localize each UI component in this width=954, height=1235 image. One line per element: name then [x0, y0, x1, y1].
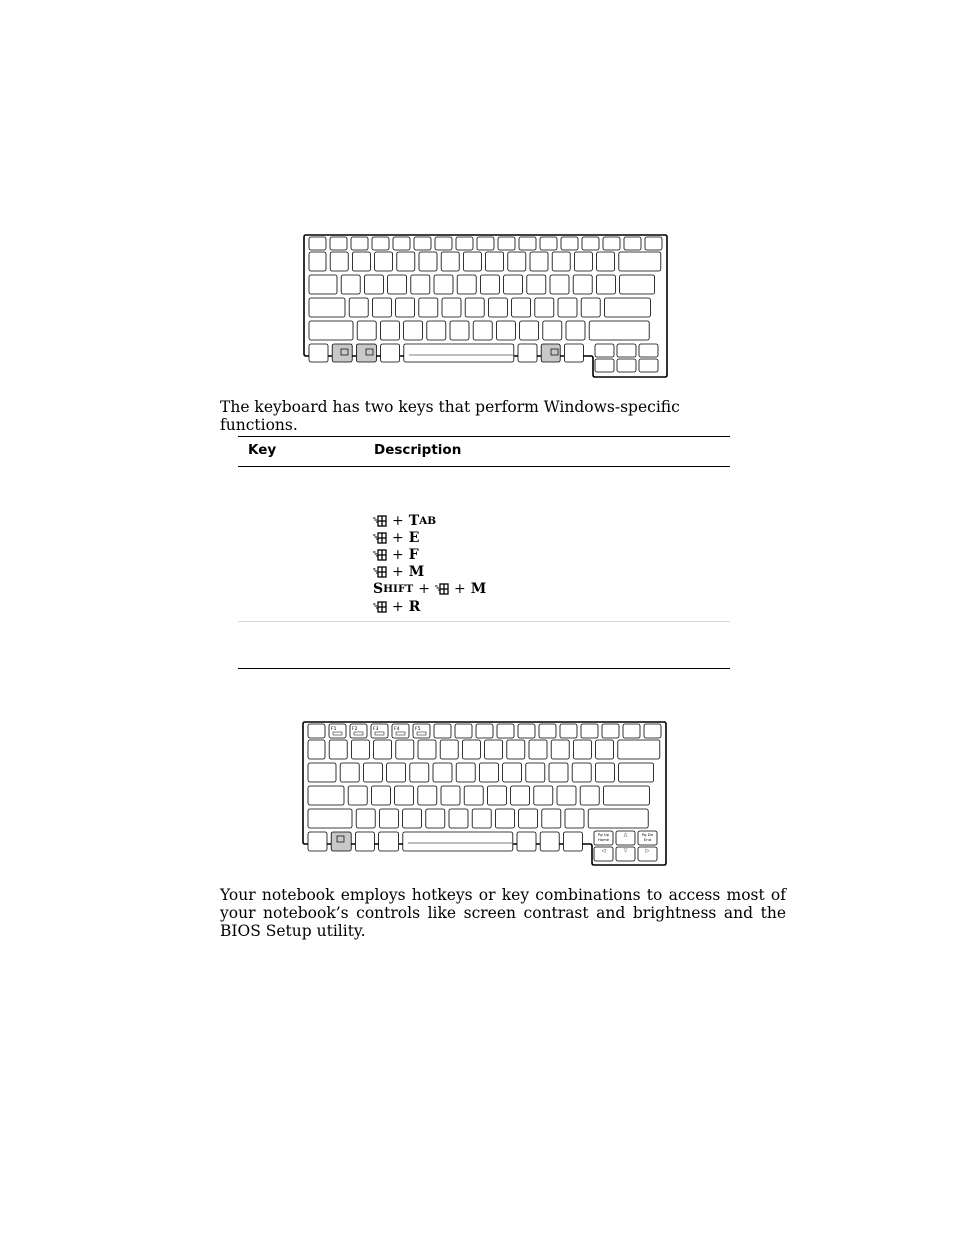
- fkey-label: F3: [373, 727, 379, 732]
- kb2-number-row-7: [462, 740, 480, 759]
- kb2-qwerty-row-9: [526, 763, 545, 782]
- kb1-fn-row-1: [330, 237, 347, 250]
- space-bar: [404, 344, 514, 362]
- kb1-home-row-7: [488, 298, 507, 317]
- kb1-home-row-8: [512, 298, 531, 317]
- kb1-fn-row-11: [540, 237, 557, 250]
- kb2-qwerty-row-7: [479, 763, 498, 782]
- kb2-qwerty-row-4: [410, 763, 429, 782]
- kb2-qwerty-row-12: [595, 763, 614, 782]
- kb2-shift-row-2: [379, 809, 398, 828]
- kb1-qwerty-row-12: [596, 275, 615, 294]
- kb2-fn-key-14: [602, 724, 619, 738]
- kb2-shift-row-8: [519, 809, 538, 828]
- application-key: [540, 832, 559, 851]
- kb1-fn-row-8: [477, 237, 494, 250]
- table-header-key: Key: [248, 442, 277, 458]
- kb2-fn-key-16: [644, 724, 661, 738]
- kb1-shift-row-8: [520, 321, 539, 340]
- down-arrow-key-label: ▽: [623, 848, 628, 854]
- kb2-qwerty-row-5: [433, 763, 452, 782]
- kb2-shift-row-1: [356, 809, 375, 828]
- kb1-qwerty-row-0: [309, 275, 337, 294]
- kb1-qwerty-row-8: [504, 275, 523, 294]
- kb1-qwerty-row-7: [480, 275, 499, 294]
- kb2-qwerty-row-3: [387, 763, 406, 782]
- ctrl-right-key: [563, 832, 582, 851]
- kb2-qwerty-row-2: [363, 763, 382, 782]
- kb1-home-row-0: [309, 298, 345, 317]
- kb1-shift-row-6: [473, 321, 492, 340]
- kb2-shift-row-6: [472, 809, 491, 828]
- kb2-home-row-2: [371, 786, 390, 805]
- kb1-shift-row-2: [380, 321, 399, 340]
- kb2-number-row-12: [573, 740, 591, 759]
- hotkeys-paragraph: Your notebook employs hotkeys or key combinations to access most of your notebook’s controls like screen contrast and brightness and the BIOS Setup utility.: [220, 886, 786, 940]
- ctrl-key: [309, 344, 328, 362]
- pgdn-end-key-label: End: [643, 837, 652, 842]
- kb2-shift-row-4: [426, 809, 445, 828]
- fkey-label: F2: [352, 727, 358, 732]
- kb1-fn-row-5: [414, 237, 431, 250]
- kb2-number-row-10: [529, 740, 547, 759]
- up-arrow-key-label: △: [623, 832, 628, 838]
- windows-logo-icon: [373, 515, 387, 527]
- kb1-qwerty-row-10: [550, 275, 569, 294]
- kb1-number-row-5: [419, 252, 437, 271]
- table-header-description: Description: [374, 442, 462, 458]
- table-bottom-rule: [238, 668, 730, 669]
- kb1-fn-row-14: [603, 237, 620, 250]
- kb2-home-row-8: [511, 786, 530, 805]
- kb1-number-row-0: [309, 252, 326, 271]
- kb2-home-row-3: [395, 786, 414, 805]
- kb1-qwerty-row-2: [364, 275, 383, 294]
- table-top-rule: [238, 436, 730, 437]
- fkey-label: F5: [415, 727, 421, 732]
- table-row-divider: [238, 621, 730, 622]
- kb1-nav-3: [595, 359, 614, 372]
- kb1-qwerty-row-13: [620, 275, 655, 294]
- kb1-number-row-3: [375, 252, 393, 271]
- kb1-qwerty-row-5: [434, 275, 453, 294]
- kb2-fn-key-10: [518, 724, 535, 738]
- kb2-fn-key-11: [539, 724, 556, 738]
- kb1-number-row-2: [352, 252, 370, 271]
- kb2-home-row-1: [348, 786, 367, 805]
- windows-logo-key: [356, 344, 376, 362]
- alt-key: [381, 344, 400, 362]
- kb1-qwerty-row-6: [457, 275, 476, 294]
- alt-key: [379, 832, 399, 851]
- left-arrow-key-label: ◁: [601, 848, 606, 854]
- kb1-fn-row-4: [393, 237, 410, 250]
- kb2-number-row-4: [396, 740, 414, 759]
- kb2-shift-row-3: [403, 809, 422, 828]
- kb2-home-row-11: [580, 786, 599, 805]
- keyboard-diagram-fn-key: [302, 721, 667, 866]
- kb2-home-row-9: [534, 786, 553, 805]
- keyboard-diagram-windows-keys: [303, 234, 668, 378]
- kb2-fn-key-0: [308, 724, 325, 738]
- pgdn-end-key-label: Pg Dn: [641, 832, 654, 837]
- kb1-nav-5: [639, 359, 658, 372]
- pgup-home-key-label: Home: [597, 837, 610, 842]
- kb1-shift-row-0: [309, 321, 353, 340]
- kb1-home-row-10: [558, 298, 577, 317]
- kb2-qwerty-row-11: [572, 763, 591, 782]
- kb1-home-row-4: [419, 298, 438, 317]
- kb2-home-row-7: [487, 786, 506, 805]
- kb1-fn-row-16: [645, 237, 662, 250]
- kb1-fn-row-0: [309, 237, 326, 250]
- kb1-fn-row-12: [561, 237, 578, 250]
- kb2-home-row-0: [308, 786, 344, 805]
- kb1-number-row-14: [619, 252, 661, 271]
- kb1-home-row-1: [349, 298, 368, 317]
- kb2-qwerty-row-13: [619, 763, 654, 782]
- kb2-qwerty-row-10: [549, 763, 568, 782]
- windows-logo-icon: [373, 532, 387, 544]
- kb2-shift-row-11: [588, 809, 648, 828]
- kb1-number-row-12: [574, 252, 592, 271]
- kb1-number-row-8: [486, 252, 504, 271]
- alt-gr-key: [518, 344, 537, 362]
- kb1-home-row-2: [372, 298, 391, 317]
- kb2-home-row-12: [603, 786, 649, 805]
- kb2-shift-row-9: [542, 809, 561, 828]
- kb1-fn-row-10: [519, 237, 536, 250]
- kb1-shift-row-3: [404, 321, 423, 340]
- kb1-fn-row-9: [498, 237, 515, 250]
- kb1-number-row-7: [463, 252, 481, 271]
- kb1-fn-row-13: [582, 237, 599, 250]
- kb2-number-row-13: [596, 740, 614, 759]
- right-arrow-key-label: ▷: [645, 848, 650, 854]
- kb2-shift-row-5: [449, 809, 468, 828]
- kb1-number-row-4: [397, 252, 415, 271]
- windows-logo-icon: [373, 601, 387, 613]
- fkey-label: F1: [331, 727, 337, 732]
- kb2-fn-key-8: [476, 724, 493, 738]
- combo-win-f: + F: [373, 546, 419, 563]
- kb2-fn-key-15: [623, 724, 640, 738]
- kb2-home-row-5: [441, 786, 460, 805]
- kb2-qwerty-row-0: [308, 763, 336, 782]
- kb2-fn-key-6: [434, 724, 451, 738]
- kb1-shift-row-11: [589, 321, 649, 340]
- kb1-qwerty-row-3: [388, 275, 407, 294]
- kb2-home-row-4: [418, 786, 437, 805]
- kb2-number-row-5: [418, 740, 436, 759]
- windows-logo-icon: [435, 583, 449, 595]
- alt-gr-key: [517, 832, 536, 851]
- kb2-number-row-8: [485, 740, 503, 759]
- combo-win-m: + M: [373, 563, 424, 580]
- kb2-number-row-0: [308, 740, 325, 759]
- kb1-nav-2: [639, 344, 658, 357]
- kb1-nav-4: [617, 359, 636, 372]
- kb2-qwerty-row-1: [340, 763, 359, 782]
- windows-logo-icon: [373, 549, 387, 561]
- kb1-home-row-12: [604, 298, 650, 317]
- kb1-shift-row-10: [566, 321, 585, 340]
- kb2-fn-key-9: [497, 724, 514, 738]
- kb2-number-row-11: [551, 740, 569, 759]
- ctrl-right-key: [564, 344, 583, 362]
- kb1-nav-0: [595, 344, 614, 357]
- kb1-number-row-9: [508, 252, 526, 271]
- kb1-number-row-1: [330, 252, 348, 271]
- kb1-qwerty-row-4: [411, 275, 430, 294]
- kb2-shift-row-10: [565, 809, 584, 828]
- kb1-home-row-9: [535, 298, 554, 317]
- kb2-fn-key-7: [455, 724, 472, 738]
- kb1-home-row-3: [396, 298, 415, 317]
- windows-logo-icon: [373, 566, 387, 578]
- kb1-qwerty-row-1: [341, 275, 360, 294]
- kb2-fn-key-12: [560, 724, 577, 738]
- kb1-shift-row-4: [427, 321, 446, 340]
- kb1-qwerty-row-9: [527, 275, 546, 294]
- kb1-shift-row-7: [496, 321, 515, 340]
- kb1-home-row-6: [465, 298, 484, 317]
- kb1-home-row-5: [442, 298, 461, 317]
- combo-win-tab: + T AB: [373, 512, 436, 529]
- table-header-rule: [238, 466, 730, 467]
- windows-logo-key: [355, 832, 374, 851]
- kb1-fn-row-15: [624, 237, 641, 250]
- kb2-home-row-10: [557, 786, 576, 805]
- kb1-number-row-10: [530, 252, 548, 271]
- combo-shift-win-m: S HIFT + + M: [373, 580, 487, 597]
- kb1-fn-row-3: [372, 237, 389, 250]
- kb1-nav-1: [617, 344, 636, 357]
- kb1-home-row-11: [581, 298, 600, 317]
- kb1-shift-row-5: [450, 321, 469, 340]
- kb2-number-row-9: [507, 740, 525, 759]
- kb2-number-row-3: [374, 740, 392, 759]
- fn-key: [332, 344, 352, 362]
- pgup-home-key-label: Pg Up: [597, 832, 610, 837]
- space-bar: [403, 832, 513, 851]
- kb2-qwerty-row-8: [503, 763, 522, 782]
- kb2-home-row-6: [464, 786, 483, 805]
- kb1-number-row-13: [597, 252, 615, 271]
- kb2-qwerty-row-6: [456, 763, 475, 782]
- kb1-fn-row-6: [435, 237, 452, 250]
- kb1-fn-row-7: [456, 237, 473, 250]
- kb2-shift-row-7: [495, 809, 514, 828]
- kb2-number-row-1: [329, 740, 347, 759]
- kb2-fn-key-13: [581, 724, 598, 738]
- ctrl-key: [308, 832, 327, 851]
- kb1-qwerty-row-11: [573, 275, 592, 294]
- kb1-shift-row-9: [543, 321, 562, 340]
- combo-win-r: + R: [373, 598, 420, 615]
- kb2-number-row-14: [618, 740, 660, 759]
- kb2-shift-row-0: [308, 809, 352, 828]
- kb2-number-row-2: [351, 740, 369, 759]
- fn-key: [331, 832, 351, 851]
- intro-paragraph: The keyboard has two keys that perform Windows-specific functions.: [220, 398, 680, 434]
- kb1-shift-row-1: [357, 321, 376, 340]
- kb1-fn-row-2: [351, 237, 368, 250]
- fkey-label: F4: [394, 727, 400, 732]
- kb1-number-row-6: [441, 252, 459, 271]
- kb1-number-row-11: [552, 252, 570, 271]
- combo-win-e: + E: [373, 529, 419, 546]
- kb2-number-row-6: [440, 740, 458, 759]
